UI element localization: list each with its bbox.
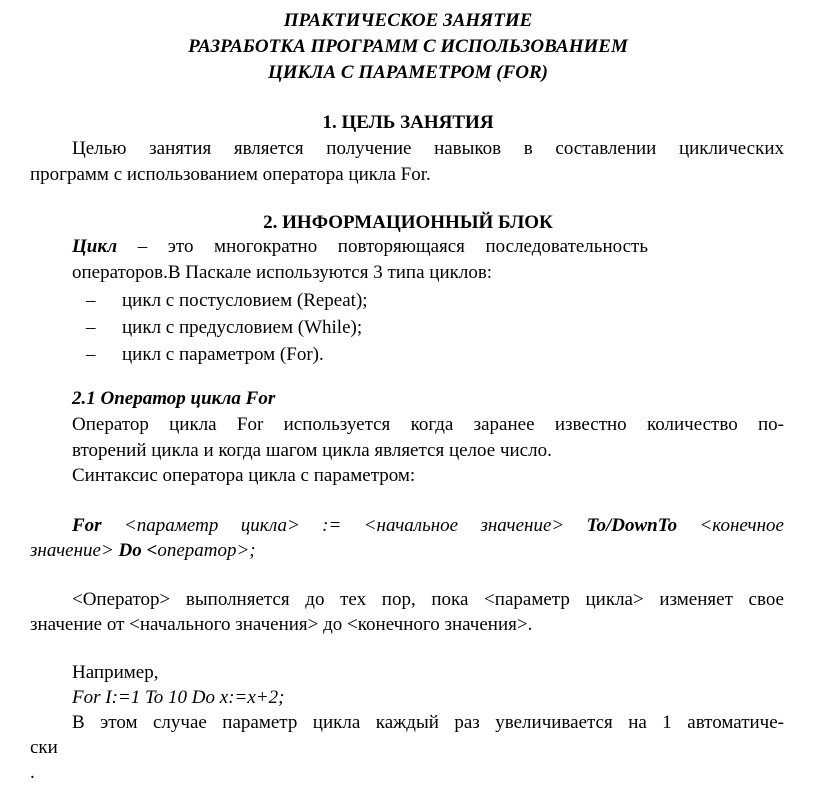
- syntax-part-2: <конечное: [677, 515, 784, 536]
- section-2-1-line-3: Синтаксис оператора цикла с параметром:: [72, 465, 416, 486]
- example-line-1: В этом случае параметр цикла каждый раз увеличивается на 1 автоматиче-: [72, 712, 784, 733]
- bullet-dash: –: [86, 317, 96, 338]
- explanation-line-2: значение от <начального значения> до <конечного значения>.: [30, 614, 533, 635]
- section-2-1-line-1: Оператор цикла For используется когда заранее известно количество по-: [72, 414, 784, 435]
- section-2-1-title: 2.1 Оператор цикла For: [72, 388, 276, 409]
- section-1-line-1: Целью занятия является получение навыков в составлении циклических: [72, 138, 784, 159]
- bullet-dash: –: [86, 290, 96, 311]
- header-line-1: ПРАКТИЧЕСКОЕ ЗАНЯТИЕ: [283, 10, 533, 31]
- list-item: [86, 315, 362, 341]
- example-line-3: .: [30, 762, 35, 783]
- section-2-definition: [72, 234, 648, 260]
- list-item-text: цикл с предусловием (While);: [122, 317, 363, 338]
- syntax-part-1: <параметр цикла> := <начальное значение>: [101, 515, 587, 536]
- example-code: For I:=1 To 10 Do x:=x+2;: [72, 687, 285, 708]
- header-line-2: РАЗРАБОТКА ПРОГРАММ С ИСПОЛЬЗОВАНИЕМ: [188, 36, 628, 57]
- syntax-bracket: <: [141, 540, 158, 561]
- list-item: [86, 342, 324, 368]
- section-2-line-2: операторов.В Паскале используются 3 типа циклов:: [72, 262, 493, 283]
- section-1-line-2: программ с использованием оператора цикла For.: [30, 164, 431, 185]
- section-2-1-line-2: вторений цикла и когда шагом цикла является целое число.: [72, 440, 552, 461]
- keyword-for: For: [72, 515, 102, 536]
- example-intro: Например,: [72, 662, 159, 683]
- example-line-2: ски: [30, 737, 58, 758]
- list-item-text: цикл с постусловием (Repeat);: [122, 290, 368, 311]
- syntax-line-1: [72, 513, 784, 539]
- syntax-part-3: значение>: [30, 540, 119, 561]
- syntax-part-5: оператор>;: [157, 540, 256, 561]
- explanation-line-1: <Оператор> выполняется до тех пор, пока <параметр цикла> изменяет свое: [72, 589, 784, 610]
- cycle-term: Цикл: [72, 236, 118, 257]
- header-line-3: ЦИКЛА С ПАРАМЕТРОМ (FOR): [268, 62, 548, 83]
- cycle-definition: – это многократно повторяющаяся последовательность: [117, 236, 648, 257]
- keyword-to-downto: To/DownTo: [586, 515, 678, 536]
- list-item: [86, 288, 368, 314]
- bullet-dash: –: [86, 344, 96, 365]
- section-1-title: 1. ЦЕЛЬ ЗАНЯТИЯ: [322, 112, 494, 133]
- list-item-text: цикл с параметром (For).: [122, 344, 324, 365]
- syntax-line-2: [30, 538, 256, 564]
- section-2-title: 2. ИНФОРМАЦИОННЫЙ БЛОК: [263, 212, 553, 233]
- keyword-do: Do: [118, 540, 142, 561]
